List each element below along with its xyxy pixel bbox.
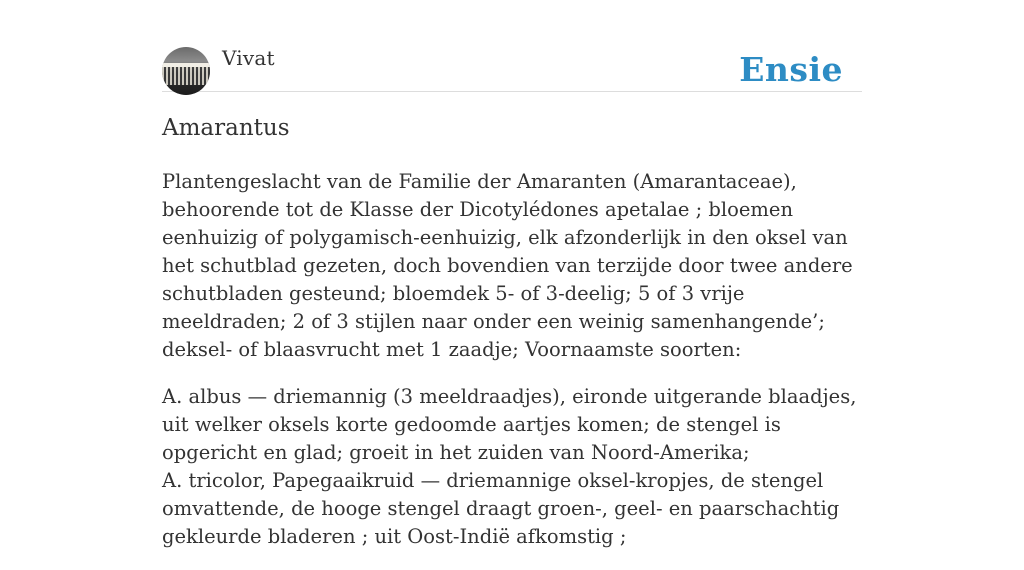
avatar-image xyxy=(162,67,210,85)
page-title: Amarantus xyxy=(162,115,290,141)
paragraph-tricolor: A. tricolor, Papegaaikruid — driemannige oksel-kropjes, de stengel omvattende, de hooge stengel draagt groen-, geel- en paarschachtig gekleurde bladeren ; uit Oost-Indië afkomstig ; xyxy=(162,469,840,548)
article-body xyxy=(162,168,862,570)
header xyxy=(162,0,862,92)
site-name[interactable]: Vivat xyxy=(222,46,275,70)
paragraph-intro: Plantengeslacht van de Familie der Amaranten (Amarantaceae), behoorende tot de Klasse der Dicotylédones apetalae ; bloemen eenhuizig of polygamisch-eenhuizig, elk afzonderlijk in den oksel van het schutblad gezeten, doch bovendien van terzijde door twee andere schutbladen gesteund; bloemdek 5- of 3-deelig; 5 of 3 vrije meeldraden; 2 of 3 stijlen naar onder een weinig samenhangende’; deksel- of blaasvrucht met 1 zaadje; Voornaamste soorten: xyxy=(162,170,853,361)
avatar[interactable] xyxy=(162,47,210,95)
brand-logo[interactable]: Ensie xyxy=(739,50,843,89)
page xyxy=(162,0,862,548)
paragraph-albus: A. albus — driemannig (3 meeldraadjes), eironde uitgerande blaadjes, uit welker oksels korte gedoomde aartjes komen; de stengel is opgericht en glad; groeit in het zuiden van Noord-Amerika; xyxy=(162,385,857,464)
